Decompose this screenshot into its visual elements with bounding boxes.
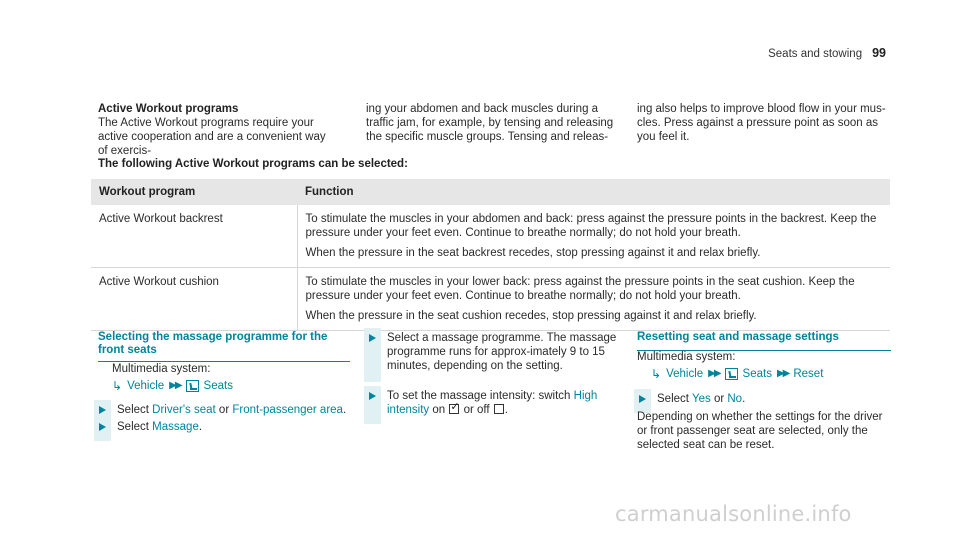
function-text: To stimulate the muscles in your abdomen and back: press against the pressure points in the backrest. Keep the pressure under your feet even. Continue to breathe normally; do not hold your breath. bbox=[305, 213, 877, 239]
step-text: Select a massage programme. The massage programme runs for approx-imately 9 to 15 minutes, depending on the setting. bbox=[387, 332, 617, 372]
massage-step-1 bbox=[94, 403, 354, 417]
massage-step-4 bbox=[364, 389, 626, 417]
nav-seats-link[interactable]: Seats bbox=[203, 380, 233, 392]
table-intro: The following Active Workout programs can be selected: bbox=[98, 158, 408, 170]
step-arrow-icon bbox=[99, 406, 106, 414]
yes-option[interactable]: Yes bbox=[691, 393, 711, 405]
step-text: Select bbox=[117, 421, 149, 433]
reset-section-title: Resetting seat and massage settings bbox=[637, 331, 891, 351]
seat-icon bbox=[186, 380, 199, 392]
step-arrow-icon bbox=[639, 395, 646, 403]
nav-vehicle-link[interactable]: Vehicle bbox=[666, 368, 704, 380]
intro-text-1: The Active Workout programs require your active cooperation and are a convenient way of exercis- bbox=[98, 117, 326, 157]
program-cell: Active Workout cushion bbox=[91, 268, 297, 331]
section-title: Seats and stowing bbox=[768, 48, 863, 60]
intro-heading: Active Workout programs bbox=[98, 103, 239, 115]
function-text: To stimulate the muscles in your lower back: press against the pressure points in the seat cushion. Keep the pressure under your feet even. Continue to breathe normally; do not hold your breath. bbox=[305, 276, 855, 302]
column-header-function: Function bbox=[297, 179, 890, 205]
intro-column-3 bbox=[637, 102, 893, 144]
step-text: Select bbox=[117, 404, 149, 416]
table-header-row bbox=[91, 179, 890, 205]
no-option[interactable]: No bbox=[727, 393, 743, 405]
nav-seats-link[interactable]: Seats bbox=[742, 368, 772, 380]
nav-reset-link[interactable]: Reset bbox=[793, 368, 824, 380]
function-cell bbox=[297, 268, 890, 331]
table-row bbox=[91, 268, 890, 331]
reset-step bbox=[634, 392, 896, 406]
chevron-right-icon: ▶▶ bbox=[776, 368, 789, 379]
workout-table bbox=[91, 179, 890, 331]
function-text: When the pressure in the seat cushion recedes, stop pressing against it and relax briefly. bbox=[305, 310, 757, 322]
step-text: or bbox=[713, 393, 725, 405]
function-cell bbox=[297, 205, 890, 268]
step-arrow-icon bbox=[369, 392, 376, 400]
step-text: or off bbox=[463, 404, 490, 416]
step-arrow-icon bbox=[369, 334, 376, 342]
submenu-arrow-icon: ↳ bbox=[112, 379, 123, 393]
seat-icon bbox=[725, 368, 738, 380]
checkbox-checked-icon bbox=[449, 404, 459, 414]
submenu-arrow-icon: ↳ bbox=[651, 367, 662, 381]
nav-vehicle-link[interactable]: Vehicle bbox=[127, 380, 165, 392]
watermark: carmanualsonline.info bbox=[615, 502, 852, 526]
high-intensity-option[interactable]: High intensity bbox=[387, 390, 598, 416]
intro-column-1 bbox=[98, 102, 330, 158]
step-text: on bbox=[432, 404, 446, 416]
program-cell: Active Workout backrest bbox=[91, 205, 297, 268]
massage-nav-path bbox=[112, 379, 233, 393]
function-text: When the pressure in the seat backrest recedes, stop pressing against it and relax briefly. bbox=[305, 247, 761, 259]
front-passenger-option[interactable]: Front-passenger area bbox=[232, 404, 343, 416]
step-text: . bbox=[742, 393, 746, 405]
step-text: . bbox=[198, 421, 203, 433]
intro-text-2: ing your abdomen and back muscles during a traffic jam, for example, by tensing and releasing the specific muscle groups. Tensing and releas- bbox=[366, 103, 614, 143]
massage-section-title: Selecting the massage programme for the front seats bbox=[98, 331, 350, 362]
table-row bbox=[91, 205, 890, 268]
step-text: . bbox=[342, 404, 347, 416]
checkbox-empty-icon bbox=[494, 404, 504, 414]
step-arrow-icon bbox=[99, 423, 106, 431]
column-header-program: Workout program bbox=[91, 179, 297, 205]
reset-nav-path bbox=[651, 367, 823, 381]
massage-option[interactable]: Massage bbox=[152, 421, 199, 433]
massage-system-label: Multimedia system: bbox=[112, 363, 211, 375]
massage-step-2 bbox=[94, 420, 354, 434]
chevron-right-icon: ▶▶ bbox=[169, 380, 181, 391]
intro-column-2 bbox=[366, 102, 624, 144]
drivers-seat-option[interactable]: Driver's seat bbox=[152, 404, 216, 416]
step-text: To set the massage intensity: switch bbox=[387, 390, 571, 402]
step-text: Select bbox=[657, 393, 689, 405]
reset-note: Depending on whether the settings for the driver or front passenger seat are selected, only the selected seat can be reset. bbox=[637, 411, 883, 451]
massage-step-3 bbox=[364, 331, 626, 373]
reset-system-label: Multimedia system: bbox=[637, 351, 736, 363]
page-number: 99 bbox=[872, 46, 886, 60]
step-text: . bbox=[504, 404, 508, 416]
page-header bbox=[768, 46, 886, 61]
chevron-right-icon: ▶▶ bbox=[708, 368, 720, 379]
step-text: or bbox=[218, 404, 230, 416]
intro-text-3: ing also helps to improve blood flow in your mus-cles. Press against a pressure point as soon as you feel it. bbox=[637, 103, 886, 143]
